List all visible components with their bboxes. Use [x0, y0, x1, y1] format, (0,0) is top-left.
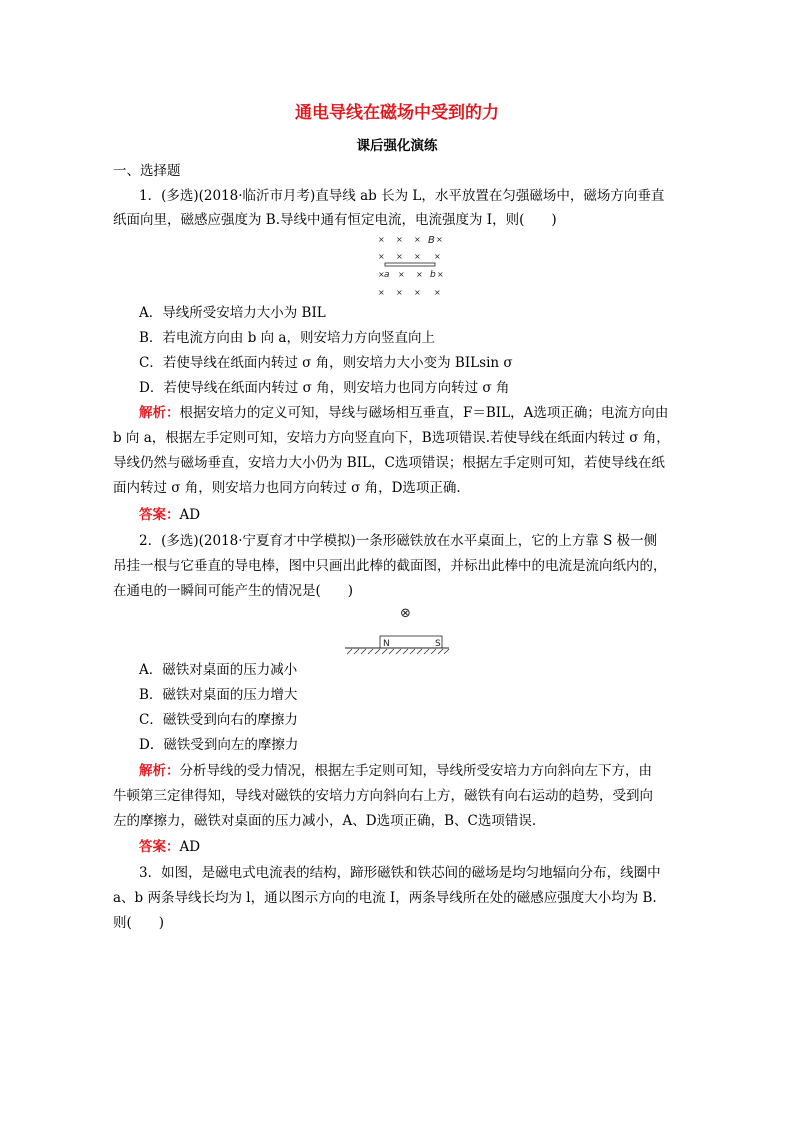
field-cross: × — [414, 235, 421, 244]
q2-analysis-line3: 左的摩擦力，磁铁对桌面的压力减小，A、D选项正确，B、C选项错误. — [113, 813, 537, 829]
analysis-label: 解析： — [139, 405, 180, 421]
q1-analysis-line3: 导线仍然与磁场垂直，安培力大小仍为 BIL，C选项错误；根据左手定则可知，若使导线在纸 — [113, 455, 665, 471]
page-title: 通电导线在磁场中受到的力 — [295, 103, 499, 123]
q3-stem-line1: 3．如图，是磁电式电流表的结构，蹄形磁铁和铁芯间的磁场是均匀地辐向分布，线圈中 — [139, 865, 661, 881]
field-cross: × — [414, 288, 421, 297]
q2-option-c: C．磁铁受到向右的摩擦力 — [139, 712, 298, 728]
analysis-label: 解析： — [139, 763, 180, 779]
q1-magnetic-field-figure — [372, 232, 452, 298]
field-cross: × — [396, 288, 403, 297]
q1-analysis-line4: 面内转过 σ 角，则安培力也同方向转过 σ 角，D选项正确. — [113, 480, 461, 496]
q2-magnet-figure — [343, 602, 451, 658]
q2-option-d: D．磁铁受到向左的摩擦力 — [139, 737, 299, 753]
field-cross: × — [396, 252, 403, 261]
q2-analysis-line1 — [139, 763, 652, 779]
q2-analysis-line2: 牛顿第三定律得知，导线对磁铁的安培力方向斜向右上方，磁铁有向右运动的趋势，受到向 — [113, 788, 653, 804]
q1-analysis-line1 — [139, 405, 668, 421]
q2-answer — [139, 839, 200, 855]
section-heading: 一、选择题 — [113, 163, 181, 179]
magnet-n-pole: N — [383, 639, 390, 649]
q1-stem-line2: 纸面向里，磁感应强度为 B.导线中通有恒定电流，电流强度为 I，则( ) — [113, 212, 557, 228]
q2-stem-line3: 在通电的一瞬间可能产生的情况是( ) — [113, 583, 354, 599]
wire-end-b: b — [430, 270, 436, 280]
answer-label: 答案： — [139, 839, 180, 855]
q2-option-a: A．磁铁对桌面的压力减小 — [139, 662, 298, 678]
q2-stem-line1: 2．(多选)(2018·宁夏育才中学模拟)一条形磁铁放在水平桌面上，它的上方靠 S 极一侧 — [139, 533, 658, 549]
field-cross: × — [396, 235, 403, 244]
field-cross: × — [434, 288, 441, 297]
field-label-b: B — [428, 235, 435, 246]
q2-stem-line2: 吊挂一根与它垂直的导电棒，图中只画出此棒的截面图，并标出此棒中的电流是流向纸内的， — [113, 558, 667, 574]
field-cross: × — [378, 270, 385, 279]
current-into-page-symbol: ⊗ — [400, 606, 411, 621]
field-cross: × — [398, 270, 405, 279]
answer-value: AD — [179, 839, 201, 855]
q2-option-b: B．磁铁对桌面的压力增大 — [139, 687, 298, 703]
q1-option-b: B．若电流方向由 b 向 a，则安培力方向竖直向上 — [139, 330, 435, 346]
field-cross: × — [378, 252, 385, 261]
wire-ab — [385, 263, 435, 266]
q1-option-c: C．若使导线在纸面内转过 σ 角，则安培力大小变为 BILsin σ — [139, 355, 513, 371]
analysis-text: 分析导线的受力情况，根据左手定则可知，导线所受安培力方向斜向左下方，由 — [179, 763, 652, 779]
wire-end-a: a — [384, 270, 390, 280]
q3-stem-line3: 则( ) — [113, 915, 165, 931]
q1-option-d: D．若使导线在纸面内转过 σ 角，则安培力也同方向转过 σ 角 — [139, 380, 510, 396]
table-hatching — [347, 649, 449, 654]
magnet-s-pole: S — [435, 639, 441, 649]
field-cross: × — [378, 288, 385, 297]
answer-value: AD — [179, 507, 201, 523]
field-cross: × — [414, 252, 421, 261]
field-cross: × — [416, 270, 423, 279]
page-subtitle: 课后强化演练 — [356, 138, 438, 154]
field-cross: × — [434, 252, 441, 261]
answer-label: 答案： — [139, 507, 180, 523]
field-cross: × — [436, 235, 443, 244]
q1-answer — [139, 507, 200, 523]
q1-analysis-line2: b 向 a，根据左手定则可知，安培力方向竖直向下，B选项错误.若使导线在纸面内转过 σ 角， — [113, 430, 670, 446]
field-cross: × — [378, 235, 385, 244]
analysis-text: 根据安培力的定义可知，导线与磁场相互垂直，F＝BIL，A选项正确；电流方向由 — [179, 405, 669, 421]
q3-stem-line2: a、b 两条导线长均为 l，通以图示方向的电流 I，两条导线所在处的磁感应强度大小均为 B. — [113, 890, 657, 906]
field-cross: × — [437, 270, 444, 279]
q1-option-a: A．导线所受安培力大小为 BIL — [139, 305, 326, 321]
q1-stem-line1: 1．(多选)(2018·临沂市月考)直导线 ab 长为 L，水平放置在匀强磁场中，磁场方向垂直 — [139, 188, 665, 204]
